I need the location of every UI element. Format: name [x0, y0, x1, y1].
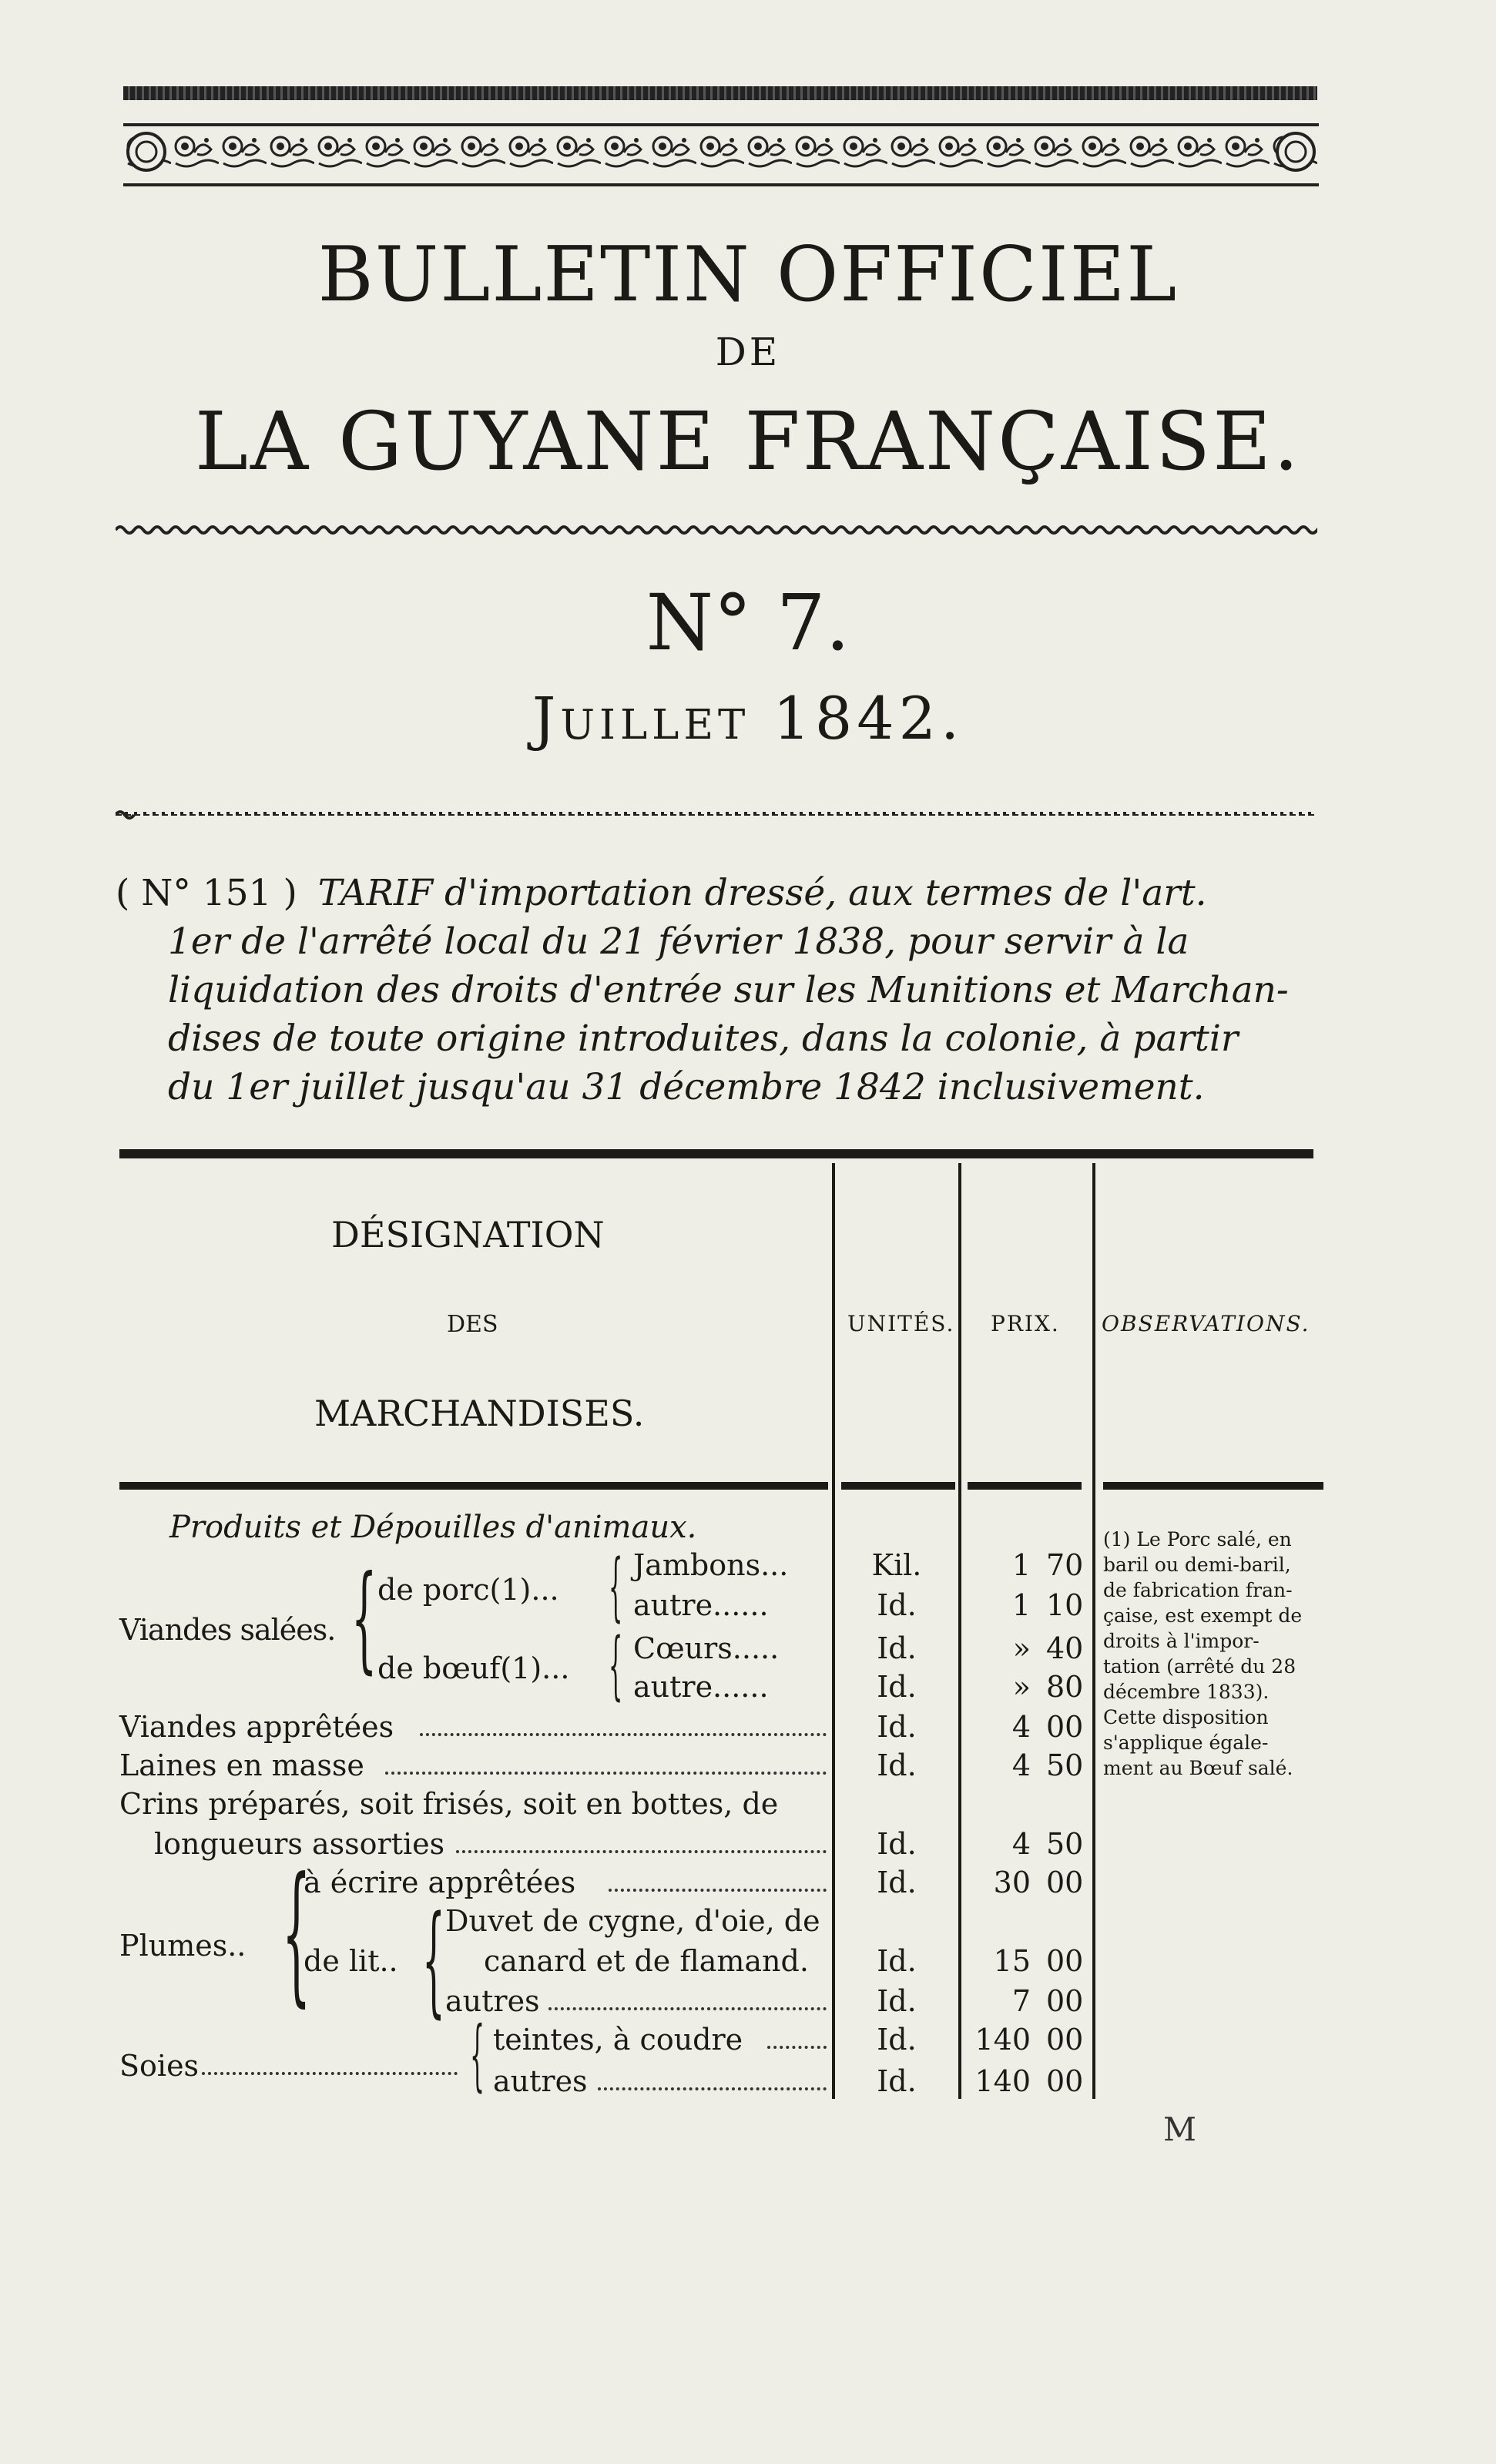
leader-dots	[202, 2064, 458, 2075]
brace-soies: {	[470, 2010, 485, 2100]
header-designation: DÉSIGNATION	[331, 1214, 605, 1255]
observation-line: baril ou demi-baril,	[1103, 1554, 1291, 1576]
price-centimes: 00	[1046, 1710, 1084, 1744]
price-francs: 4	[1011, 1827, 1031, 1861]
leader-dots	[385, 1764, 827, 1775]
unit-cell: Id.	[877, 1944, 917, 1978]
intro-line-5: du 1er juillet jusqu'au 31 décembre 1842 inclusivement.	[168, 1066, 1205, 1108]
issue-date: Juillet 1842.	[532, 684, 964, 753]
label-autres-soies: autres	[493, 2064, 588, 2098]
header-observations: OBSERVATIONS.	[1102, 1311, 1310, 1336]
observation-line: tation (arrêté du 28	[1103, 1655, 1296, 1678]
unit-cell: Id.	[877, 2064, 917, 2098]
label-crins-2: longueurs assorties	[154, 1827, 445, 1861]
observation-line: décembre 1833).	[1103, 1681, 1270, 1703]
leader-dots	[456, 1842, 827, 1853]
unit-cell: Id.	[877, 1710, 917, 1744]
label-viandes-salees: Viandes salées.	[119, 1613, 336, 1647]
price-centimes: 00	[1046, 2023, 1084, 2057]
label-duvet-1: Duvet de cygne, d'oie, de	[445, 1904, 820, 1938]
price-francs: »	[1012, 1670, 1031, 1704]
leader-dots	[767, 2038, 827, 2049]
ornamental-border	[123, 123, 1319, 186]
header-rule-2	[841, 1482, 955, 1490]
unit-cell: Id.	[877, 1748, 917, 1782]
price-centimes: 70	[1046, 1548, 1084, 1582]
brace-boeuf: {	[609, 1622, 623, 1708]
price-francs: 140	[974, 2064, 1031, 2098]
header-rule-4	[1103, 1482, 1323, 1490]
unit-cell: Kil.	[871, 1548, 922, 1582]
colony-title: LA GUYANE FRANÇAISE.	[194, 394, 1302, 488]
price-francs: 7	[1011, 1984, 1031, 2018]
observation-line: çaise, est exempt de	[1103, 1604, 1303, 1627]
brace-de-lit: {	[422, 1889, 445, 2030]
price-centimes: 50	[1046, 1748, 1084, 1782]
unit-cell: Id.	[877, 1984, 917, 2018]
observation-line: Cette disposition	[1103, 1706, 1269, 1728]
price-centimes: 50	[1046, 1827, 1084, 1861]
ornament-pattern-icon	[123, 129, 1319, 174]
leader-dots	[420, 1725, 827, 1736]
price-centimes: 10	[1046, 1588, 1084, 1622]
intro-line-4: dises de toute origine introduites, dans la colonie, à partir	[168, 1017, 1239, 1060]
price-francs: 140	[974, 2023, 1031, 2057]
leader-dots	[609, 1881, 827, 1892]
label-de-porc: de porc(1)...	[377, 1573, 559, 1607]
header-rule-1	[119, 1482, 828, 1490]
label-de-boeuf: de bœuf(1)...	[377, 1651, 570, 1685]
intro-line-3: liquidation des droits d'entrée sur les Munitions et Marchan-	[168, 969, 1289, 1011]
label-plumes: Plumes..	[119, 1929, 247, 1963]
label-crins-1: Crins préparés, soit frisés, soit en bottes, de	[119, 1787, 779, 1821]
price-centimes: 00	[1046, 1944, 1084, 1978]
price-centimes: 00	[1046, 1984, 1084, 2018]
price-francs: 30	[993, 1866, 1031, 1899]
label-coeurs: Cœurs.....	[633, 1631, 780, 1665]
price-centimes: 40	[1046, 1631, 1084, 1665]
label-teintes: teintes, à coudre	[493, 2023, 743, 2057]
price-francs: 1	[1011, 1548, 1031, 1582]
label-a-ecrire: à écrire apprêtées	[304, 1866, 576, 1899]
price-francs: 4	[1011, 1748, 1031, 1782]
price-francs: »	[1012, 1631, 1031, 1665]
price-francs: 1	[1011, 1588, 1031, 1622]
price-francs: 4	[1011, 1710, 1031, 1744]
label-duvet-2: canard et de flamand.	[484, 1944, 809, 1978]
label-autres-plumes: autres	[445, 1984, 540, 2018]
label-viandes-appretees: Viandes apprêtées	[119, 1710, 394, 1744]
header-des: DES	[447, 1311, 498, 1338]
header-prix: PRIX.	[991, 1311, 1060, 1336]
price-centimes: 00	[1046, 2064, 1084, 2098]
intro-line-1	[116, 869, 1325, 917]
decree-reference: ( N° 151 )	[116, 872, 297, 914]
price-centimes: 80	[1046, 1670, 1084, 1704]
unit-cell: Id.	[877, 1866, 917, 1899]
intro-text-1: TARIF d'importation dressé, aux termes de l'art.	[317, 872, 1207, 914]
col-divider-1	[832, 1163, 835, 2099]
observation-line: ment au Bœuf salé.	[1103, 1757, 1293, 1779]
price-francs: 15	[993, 1944, 1031, 1978]
label-soies: Soies	[119, 2049, 200, 2083]
unit-cell: Id.	[877, 1670, 917, 1704]
col-divider-2	[958, 1163, 961, 2099]
col-divider-3	[1092, 1163, 1095, 2099]
bulletin-title: BULLETIN OFFICIEL	[317, 231, 1179, 319]
brace-plumes: {	[282, 1845, 311, 2021]
label-autre-1: autre......	[633, 1588, 769, 1622]
observation-line: (1) Le Porc salé, en	[1103, 1528, 1292, 1550]
brace-porc: {	[609, 1544, 623, 1630]
price-centimes: 00	[1046, 1866, 1084, 1899]
wavy-rule-bottom	[116, 809, 1317, 821]
section-title: Produits et Dépouilles d'animaux.	[169, 1510, 697, 1545]
title-connector: DE	[715, 330, 781, 374]
unit-cell: Id.	[877, 2023, 917, 2057]
label-autre-2: autre......	[633, 1670, 769, 1704]
table-top-rule	[119, 1149, 1313, 1158]
wavy-rule-top	[116, 524, 1317, 536]
issue-number: N° 7.	[646, 578, 850, 668]
observation-line: s'applique égale-	[1103, 1732, 1269, 1754]
intro-line-2: 1er de l'arrêté local du 21 février 1838, pour servir à la	[168, 920, 1189, 963]
observation-line: droits à l'impor-	[1103, 1630, 1260, 1652]
label-de-lit: de lit..	[304, 1944, 398, 1978]
header-rule-3	[968, 1482, 1082, 1490]
top-thick-rule	[123, 86, 1317, 100]
header-marchandises: MARCHANDISES.	[314, 1393, 645, 1434]
unit-cell: Id.	[877, 1827, 917, 1861]
leader-dots	[598, 2080, 827, 2090]
brace-viandes: {	[351, 1551, 377, 1685]
header-unites: UNITÉS.	[847, 1311, 955, 1336]
label-laines: Laines en masse	[119, 1748, 364, 1782]
label-jambons: Jambons...	[633, 1548, 789, 1582]
leader-dots	[548, 2000, 827, 2010]
observation-line: de fabrication fran-	[1103, 1579, 1293, 1601]
page-signature-mark: M	[1163, 2110, 1197, 2148]
unit-cell: Id.	[877, 1588, 917, 1622]
unit-cell: Id.	[877, 1631, 917, 1665]
